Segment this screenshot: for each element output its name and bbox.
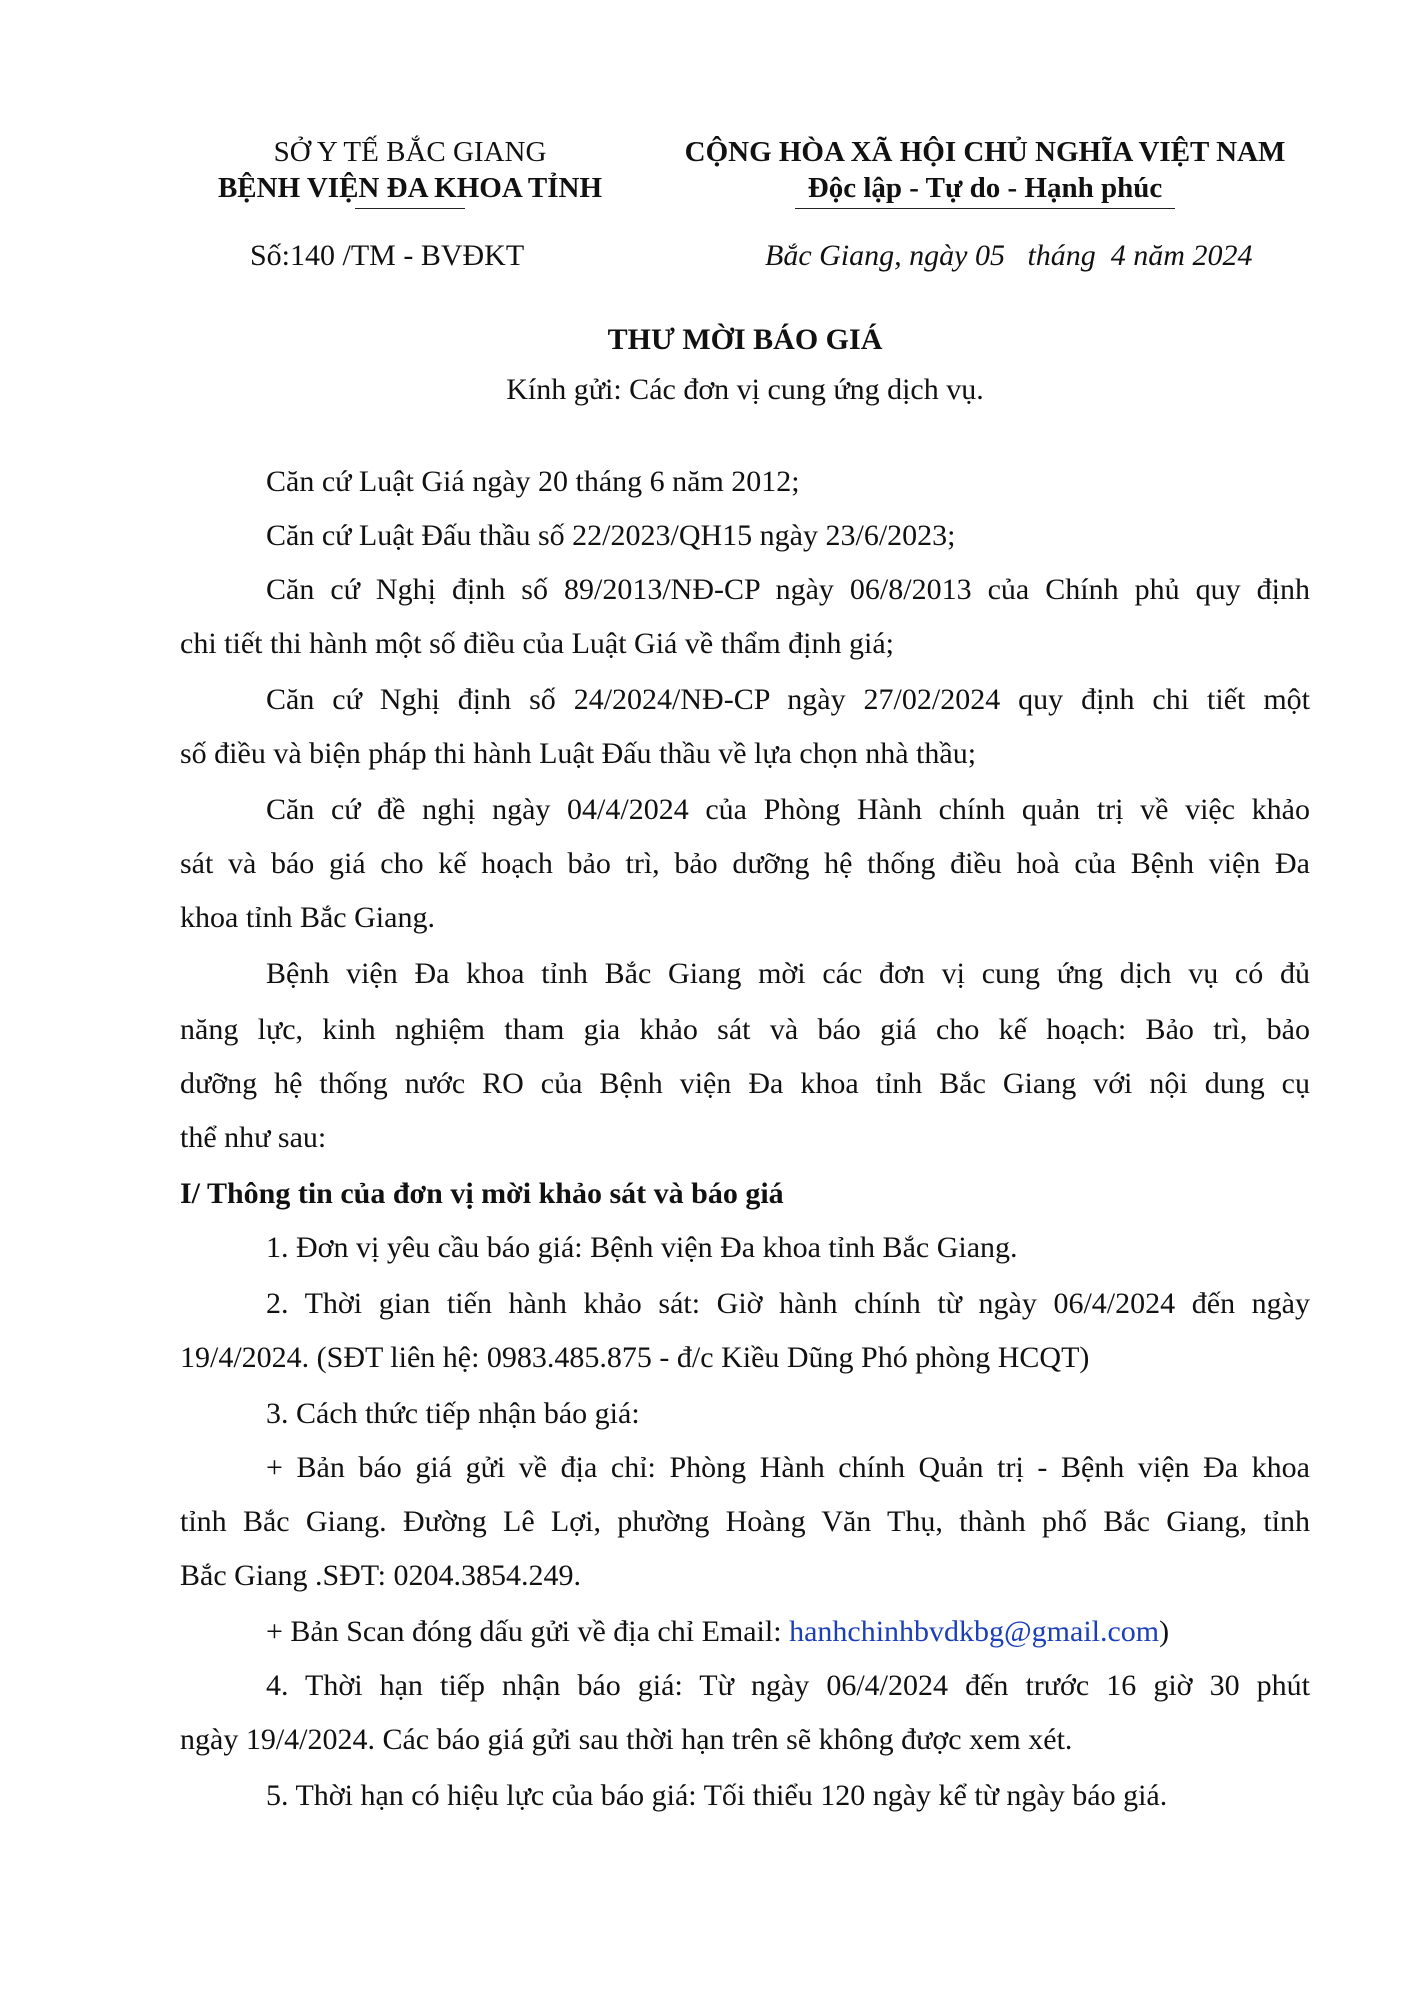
hospital-name: BỆNH VIỆN ĐA KHOA TỈNH bbox=[217, 172, 603, 204]
basis-line: Căn cứ Luật Đấu thầu số 22/2023/QH15 ngày 23/6/2023; bbox=[266, 519, 956, 552]
basis-line: khoa tỉnh Bắc Giang. bbox=[180, 901, 435, 934]
section-item: 5. Thời hạn có hiệu lực của báo giá: Tối thiểu 120 ngày kể từ ngày báo giá. bbox=[266, 1779, 1168, 1812]
recipient-line: Kính gửi: Các đơn vị cung ứng dịch vụ. bbox=[506, 373, 984, 406]
invitation-line: Bệnh viện Đa khoa tỉnh Bắc Giang mời các đơn vị cung ứng dịch vụ có đủ bbox=[266, 957, 1310, 990]
email-link[interactable]: hanhchinhbvdkbg@gmail.com bbox=[789, 1615, 1160, 1648]
national-motto-block bbox=[660, 134, 1310, 209]
section-item: tỉnh Bắc Giang. Đường Lê Lợi, phường Hoàng Văn Thụ, thành phố Bắc Giang, tỉnh bbox=[180, 1505, 1310, 1538]
section-item: 3. Cách thức tiếp nhận báo giá: bbox=[266, 1397, 640, 1430]
basis-line: Căn cứ đề nghị ngày 04/4/2024 của Phòng Hành chính quản trị về việc khảo bbox=[266, 793, 1310, 826]
basis-line: sát và báo giá cho kế hoạch bảo trì, bảo dưỡng hệ thống điều hoà của Bệnh viện Đa bbox=[180, 847, 1310, 880]
section-heading: I/ Thông tin của đơn vị mời khảo sát và báo giá bbox=[180, 1177, 784, 1210]
basis-line: Căn cứ Luật Giá ngày 20 tháng 6 năm 2012; bbox=[266, 465, 800, 498]
section-item: 2. Thời gian tiến hành khảo sát: Giờ hành chính từ ngày 06/4/2024 đến ngày bbox=[266, 1287, 1310, 1320]
basis-line: Căn cứ Nghị định số 24/2024/NĐ-CP ngày 27/02/2024 quy định chi tiết một bbox=[266, 683, 1310, 716]
basis-line: chi tiết thi hành một số điều của Luật Giá về thẩm định giá; bbox=[180, 627, 894, 660]
issuer-block bbox=[180, 134, 640, 209]
section-item: 4. Thời hạn tiếp nhận báo giá: Từ ngày 06/4/2024 đến trước 16 giờ 30 phút bbox=[266, 1669, 1310, 1702]
section-item: 19/4/2024. (SĐT liên hệ: 0983.485.875 - đ/c Kiều Dũng Phó phòng HCQT) bbox=[180, 1341, 1090, 1374]
email-suffix: ) bbox=[1159, 1615, 1170, 1648]
section-item: 1. Đơn vị yêu cầu báo giá: Bệnh viện Đa khoa tỉnh Bắc Giang. bbox=[266, 1231, 1018, 1264]
basis-line: số điều và biện pháp thi hành Luật Đấu thầu về lựa chọn nhà thầu; bbox=[180, 737, 977, 770]
section-item: Bắc Giang .SĐT: 0204.3854.249. bbox=[180, 1559, 581, 1592]
invitation-line: dưỡng hệ thống nước RO của Bệnh viện Đa khoa tỉnh Bắc Giang với nội dung cụ bbox=[180, 1067, 1310, 1100]
email-line bbox=[266, 1614, 1169, 1650]
department-name: SỞ Y TẾ BẮC GIANG bbox=[273, 136, 547, 168]
section-item: + Bản báo giá gửi về địa chỉ: Phòng Hành chính Quản trị - Bệnh viện Đa khoa bbox=[266, 1451, 1310, 1484]
section-item: ngày 19/4/2024. Các báo giá gửi sau thời hạn trên sẽ không được xem xét. bbox=[180, 1723, 1073, 1756]
document-date: Bắc Giang, ngày 05 tháng 4 năm 2024 bbox=[765, 239, 1253, 272]
country-name: CỘNG HÒA XÃ HỘI CHỦ NGHĨA VIỆT NAM bbox=[684, 136, 1286, 168]
issuer-underline bbox=[355, 208, 465, 209]
document-title: THƯ MỜI BÁO GIÁ bbox=[607, 323, 883, 356]
motto-underline bbox=[795, 208, 1175, 209]
document-number: Số:140 /TM - BVĐKT bbox=[250, 239, 525, 272]
invitation-line: thể như sau: bbox=[180, 1121, 327, 1154]
basis-line: Căn cứ Nghị định số 89/2013/NĐ-CP ngày 06/8/2013 của Chính phủ quy định bbox=[266, 573, 1310, 606]
email-label: + Bản Scan đóng dấu gửi về địa chỉ Email: bbox=[266, 1615, 790, 1648]
invitation-line: năng lực, kinh nghiệm tham gia khảo sát và báo giá cho kế hoạch: Bảo trì, bảo bbox=[180, 1013, 1310, 1046]
motto: Độc lập - Tự do - Hạnh phúc bbox=[807, 172, 1163, 204]
